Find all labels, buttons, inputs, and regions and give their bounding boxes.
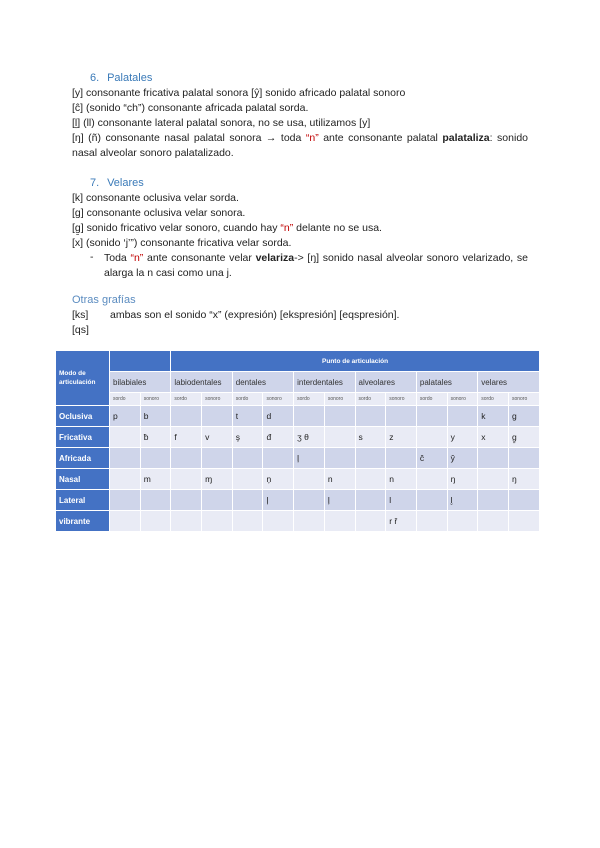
bold-term: palataliza [442, 132, 490, 144]
phoneme-cell: ļ [294, 448, 325, 469]
phoneme-cell [478, 490, 509, 511]
text-line: [ĉ] (sonido “ch”) consonante africada palatal sorda. [72, 102, 309, 114]
phoneme-cell [263, 511, 294, 532]
ks-line [72, 308, 528, 323]
voicing-header: sordo [171, 393, 202, 406]
text-line: [x] (sonido ‘j’”) consonante fricativa velar sorda. [72, 237, 292, 249]
phoneme-cell [263, 448, 294, 469]
phoneme-cell: k [478, 406, 509, 427]
ks-text: ambas son el sonido “x” (expresión) [ekspresión] [eqspresión]. [110, 309, 400, 321]
bullet-item [90, 251, 528, 281]
place-header: alveolares [355, 372, 416, 393]
voicing-header: sonoro [140, 393, 171, 406]
phoneme-cell [447, 511, 478, 532]
place-header: velares [478, 372, 540, 393]
bullet-text [104, 251, 528, 281]
phoneme-cell [386, 406, 417, 427]
row-label: Africada [56, 448, 110, 469]
phoneme-cell [324, 427, 355, 448]
phoneme-cell [171, 406, 202, 427]
section-heading-palatales [90, 70, 528, 86]
voicing-header: sonoro [263, 393, 294, 406]
phoneme-cell: t [232, 406, 263, 427]
table-row [56, 490, 540, 511]
phoneme-cell: n [324, 469, 355, 490]
phoneme-cell: p [110, 406, 141, 427]
text-span: [ŋ] (ñ) consonante nasal palatal sonora → toda [72, 132, 306, 144]
phoneme-cell [202, 406, 233, 427]
phoneme-cell [202, 511, 233, 532]
phoneme-cell [508, 511, 539, 532]
phoneme-cell [140, 448, 171, 469]
voicing-header: sordo [478, 393, 509, 406]
phoneme-cell: y [447, 427, 478, 448]
place-header: bilabiales [110, 372, 171, 393]
text-line: [g] consonante oclusiva velar sonora. [72, 207, 246, 219]
phoneme-cell: ɱ [202, 469, 233, 490]
phoneme-cell [171, 490, 202, 511]
bold-term: velariza [255, 252, 295, 264]
row-label: Nasal [56, 469, 110, 490]
phoneme-cell: v [202, 427, 233, 448]
table-corner-header: Modo de articulación [56, 351, 110, 406]
qs-symbol: [qs] [72, 324, 89, 336]
phoneme-cell [110, 490, 141, 511]
text-line [72, 221, 528, 236]
table-row [56, 511, 540, 532]
highlight-n: “n” [280, 222, 294, 234]
phoneme-cell [324, 511, 355, 532]
phoneme-cell [232, 469, 263, 490]
row-label: Lateral [56, 490, 110, 511]
phoneme-cell: m [140, 469, 171, 490]
voicing-header: sordo [355, 393, 386, 406]
voicing-header: sonoro [202, 393, 233, 406]
phoneme-cell [110, 427, 141, 448]
phoneme-cell: ĉ [416, 448, 447, 469]
phoneme-cell [232, 490, 263, 511]
phoneme-cell [324, 406, 355, 427]
text-line: [l̮] (ll) consonante lateral palatal sonora, no se usa, utilizamos [y] [72, 117, 371, 129]
phoneme-cell [416, 427, 447, 448]
text-span: delante no se usa. [293, 222, 382, 234]
text-span: -> [ŋ] sonido nasal alveolar sonoro velarizado, se alarga la n casi como una j. [104, 252, 528, 279]
document-body [72, 70, 528, 338]
phoneme-cell [294, 406, 325, 427]
phoneme-cell [355, 406, 386, 427]
row-label: Fricativa [56, 427, 110, 448]
phoneme-cell: ņ [263, 469, 294, 490]
place-header: dentales [232, 372, 293, 393]
text-span: ante consonante palatal [318, 132, 443, 144]
highlight-n: “n” [130, 252, 144, 264]
phoneme-cell [447, 406, 478, 427]
phoneme-cell [140, 490, 171, 511]
table-header-spacer [110, 351, 171, 372]
phoneme-cell [171, 511, 202, 532]
phoneme-cell [202, 448, 233, 469]
phoneme-cell: b [140, 406, 171, 427]
voicing-header: sonoro [386, 393, 417, 406]
phoneme-cell [416, 511, 447, 532]
phoneme-cell [294, 490, 325, 511]
phoneme-cell [232, 511, 263, 532]
phoneme-cell: f [171, 427, 202, 448]
section-heading-otras: Otras grafías [72, 294, 136, 306]
section-number: 7. [90, 177, 100, 189]
place-header: labiodentales [171, 372, 232, 393]
table-title: Punto de articulación [171, 351, 539, 372]
phoneme-cell: l̮ [447, 490, 478, 511]
highlight-n: “n” [305, 132, 319, 144]
phoneme-cell [110, 469, 141, 490]
phoneme-cell: ļ [324, 490, 355, 511]
voicing-header: sordo [416, 393, 447, 406]
phoneme-cell [110, 448, 141, 469]
phoneme-cell: d [263, 406, 294, 427]
phoneme-cell: ŋ [447, 469, 478, 490]
table-row [56, 406, 540, 427]
phoneme-cell [416, 469, 447, 490]
voicing-header: sordo [110, 393, 141, 406]
phoneme-cell: g̱ [508, 427, 539, 448]
phoneme-cell: ʒ θ [294, 427, 325, 448]
phoneme-cell: đ [263, 427, 294, 448]
phoneme-cell [171, 469, 202, 490]
voicing-header: sordo [232, 393, 263, 406]
text-span: ante consonante velar [143, 252, 256, 264]
section-title: Palatales [107, 72, 153, 84]
phoneme-cell [478, 469, 509, 490]
phoneme-cell: ş [232, 427, 263, 448]
table-row [56, 427, 540, 448]
phoneme-cell: r ř [386, 511, 417, 532]
phoneme-cell [355, 490, 386, 511]
text-line: [k] consonante oclusiva velar sorda. [72, 192, 239, 204]
text-span: [g̱] sonido fricativo velar sonoro, cuando hay [72, 222, 281, 234]
phoneme-cell [478, 448, 509, 469]
phoneme-cell [202, 490, 233, 511]
bullet-dash: - [90, 251, 94, 263]
phoneme-cell [294, 511, 325, 532]
text-span: Toda [104, 252, 131, 264]
phoneme-cell [386, 448, 417, 469]
phoneme-cell [416, 490, 447, 511]
phoneme-cell [294, 469, 325, 490]
phoneme-cell [110, 511, 141, 532]
ks-symbol: [ks] [72, 309, 89, 321]
phoneme-cell: z [386, 427, 417, 448]
place-header: interdentales [294, 372, 355, 393]
phoneme-cell [355, 511, 386, 532]
phoneme-cell: s [355, 427, 386, 448]
text-span: : sonido nasal alveolar sonoro palatalizado. [72, 132, 528, 159]
phoneme-cell [355, 448, 386, 469]
table-row [56, 469, 540, 490]
phoneme-cell: ƀ [140, 427, 171, 448]
phoneme-cell: n [386, 469, 417, 490]
phoneme-cell [232, 448, 263, 469]
voicing-header: sonoro [324, 393, 355, 406]
place-header: palatales [416, 372, 477, 393]
phoneme-cell [508, 448, 539, 469]
voicing-header: sonoro [508, 393, 539, 406]
row-label: Oclusiva [56, 406, 110, 427]
phoneme-cell [478, 511, 509, 532]
table-row [56, 448, 540, 469]
phoneme-cell: l [386, 490, 417, 511]
row-label: vibrante [56, 511, 110, 532]
section-number: 6. [90, 72, 100, 84]
section-title: Velares [107, 177, 144, 189]
phoneme-cell [171, 448, 202, 469]
phoneme-cell: ŋ [508, 469, 539, 490]
phoneme-cell: x [478, 427, 509, 448]
phoneme-cell [355, 469, 386, 490]
phoneme-cell [416, 406, 447, 427]
phoneme-cell: ŷ [447, 448, 478, 469]
phoneme-cell [140, 511, 171, 532]
phoneme-cell: g [508, 406, 539, 427]
text-line: [y] consonante fricativa palatal sonora [ŷ] sonido africado palatal sonoro [72, 87, 406, 99]
phoneme-cell: ļ [263, 490, 294, 511]
consonant-table [55, 350, 540, 532]
paragraph-palatalization [72, 131, 528, 161]
voicing-header: sonoro [447, 393, 478, 406]
phoneme-cell [324, 448, 355, 469]
phoneme-cell [508, 490, 539, 511]
voicing-header: sordo [294, 393, 325, 406]
section-heading-velares [90, 175, 528, 191]
